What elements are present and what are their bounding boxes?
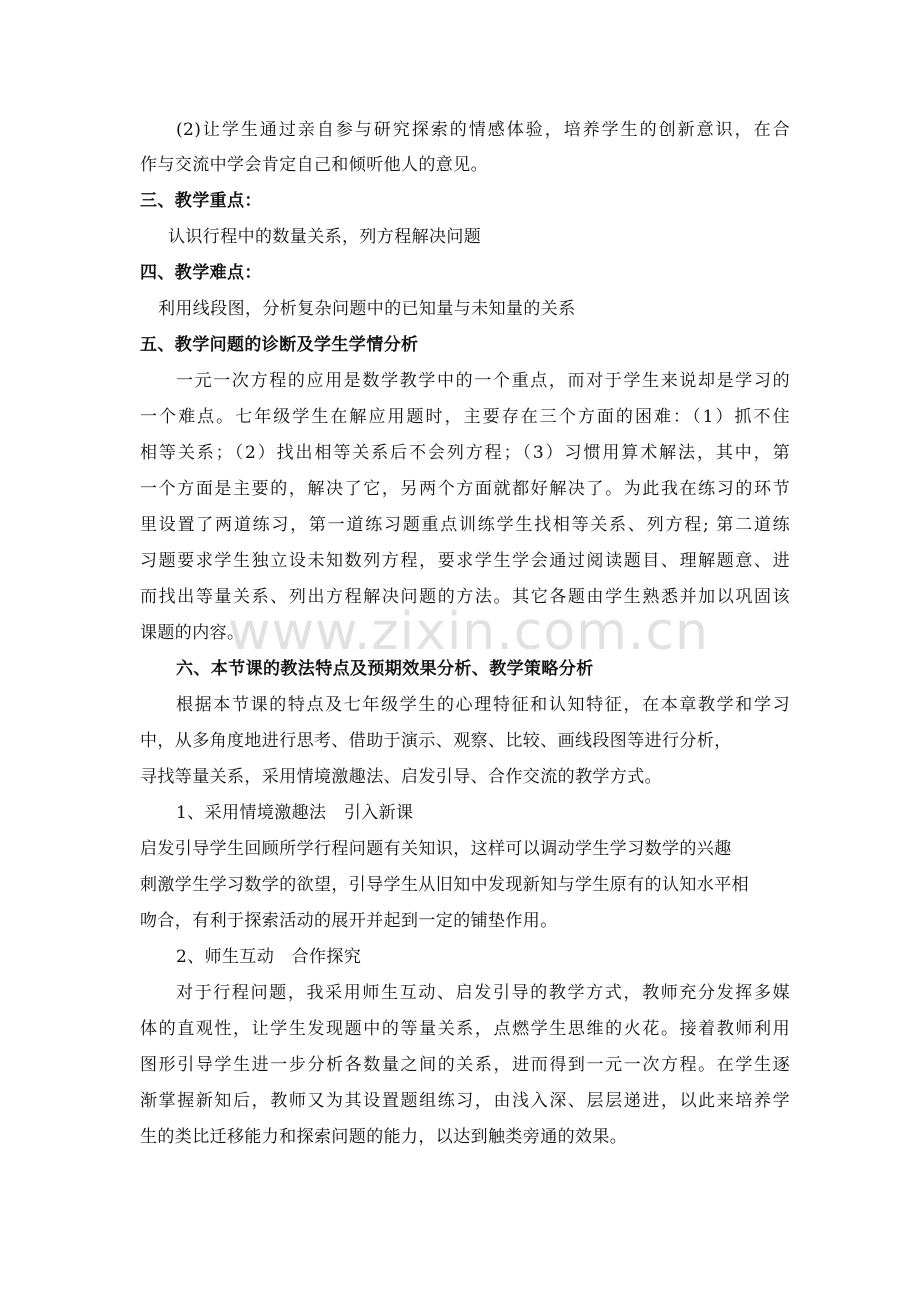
paragraph-line: 认识行程中的数量关系，列方程解决问题 (168, 227, 482, 247)
paragraph-line: 一元一次方程的应用是数学教学中的一个重点，而对于学生来说却是学习的 (176, 371, 790, 391)
paragraph-line: 根据本节课的特点及七年级学生的心理特征和认知特征，在本章教学和学习 (176, 695, 790, 715)
paragraph-line: 相等关系；（2）找出相等关系后不会列方程；（3）习惯用算术解法，其中，第 (140, 443, 790, 463)
paragraph-line: 图形引导学生进一步分析各数量之间的关系，进而得到一元一次方程。在学生逐 (140, 1055, 790, 1075)
section-heading-key-points: 三、教学重点： (140, 191, 262, 211)
paragraph-line: 渐掌握新知后，教师又为其设置题组练习，由浅入深、层层递进，以此来培养学 (140, 1091, 790, 1111)
section-heading-methods: 六、本节课的教法特点及预期效果分析、教学策略分析 (176, 659, 594, 679)
subheading-1: 1、采用情境激趣法 引入新课 (176, 803, 414, 823)
section-heading-difficulties: 四、教学难点： (140, 263, 262, 283)
paragraph-line: 中，从多角度地进行思考、借助于演示、观察、比较、画线段图等进行分析， (140, 731, 732, 751)
paragraph-line: 一个方面是主要的，解决了它，另两个方面就都好解决了。为此我在练习的环节 (140, 479, 790, 499)
paragraph-line: 体的直观性，让学生发现题中的等量关系，点燃学生思维的火花。接着教师利用 (140, 1019, 790, 1039)
paragraph-line: 一个难点。七年级学生在解应用题时，主要存在三个方面的困难：（1）抓不住 (140, 407, 790, 427)
paragraph-line: 课题的内容。 (140, 623, 245, 643)
paragraph-line: 作与交流中学会肯定自己和倾听他人的意见。 (140, 155, 488, 175)
paragraph-line: 寻找等量关系，采用情境激趣法、启发引导、合作交流的教学方式。 (140, 767, 662, 787)
paragraph-line: 启发引导学生回顾所学行程问题有关知识，这样可以调动学生学习数学的兴趣 (140, 839, 732, 859)
paragraph-line: 而找出等量关系、列出方程解决问题的方法。其它各题由学生熟悉并加以巩固该 (140, 587, 790, 607)
paragraph-line: 吻合，有利于探索活动的展开并起到一定的铺垫作用。 (140, 911, 558, 931)
paragraph-line: (2)让学生通过亲自参与研究探索的情感体验，培养学生的创新意识，在合 (176, 120, 790, 140)
watermark: www.zixin.com.cn (228, 602, 709, 662)
paragraph-line: 习题要求学生独立设未知数列方程，要求学生学会通过阅读题目、理解题意、进 (140, 551, 790, 571)
paragraph-line: 对于行程问题，我采用师生互动、启发引导的教学方式，教师充分发挥多媒 (176, 983, 790, 1003)
section-heading-diagnosis: 五、教学问题的诊断及学生学情分析 (140, 335, 419, 355)
subheading-2: 2、师生互动 合作探究 (176, 947, 362, 967)
paragraph-line: 刺激学生学习数学的欲望，引导学生从旧知中发现新知与学生原有的认知水平相 (140, 875, 749, 895)
paragraph-line: 生的类比迁移能力和探索问题的能力，以达到触类旁通的效果。 (140, 1127, 628, 1147)
paragraph-line: 利用线段图，分析复杂问题中的已知量与未知量的关系 (158, 299, 576, 319)
paragraph-line: 里设置了两道练习，第一道练习题重点训练学生找相等关系、列方程; 第二道练 (140, 515, 790, 535)
